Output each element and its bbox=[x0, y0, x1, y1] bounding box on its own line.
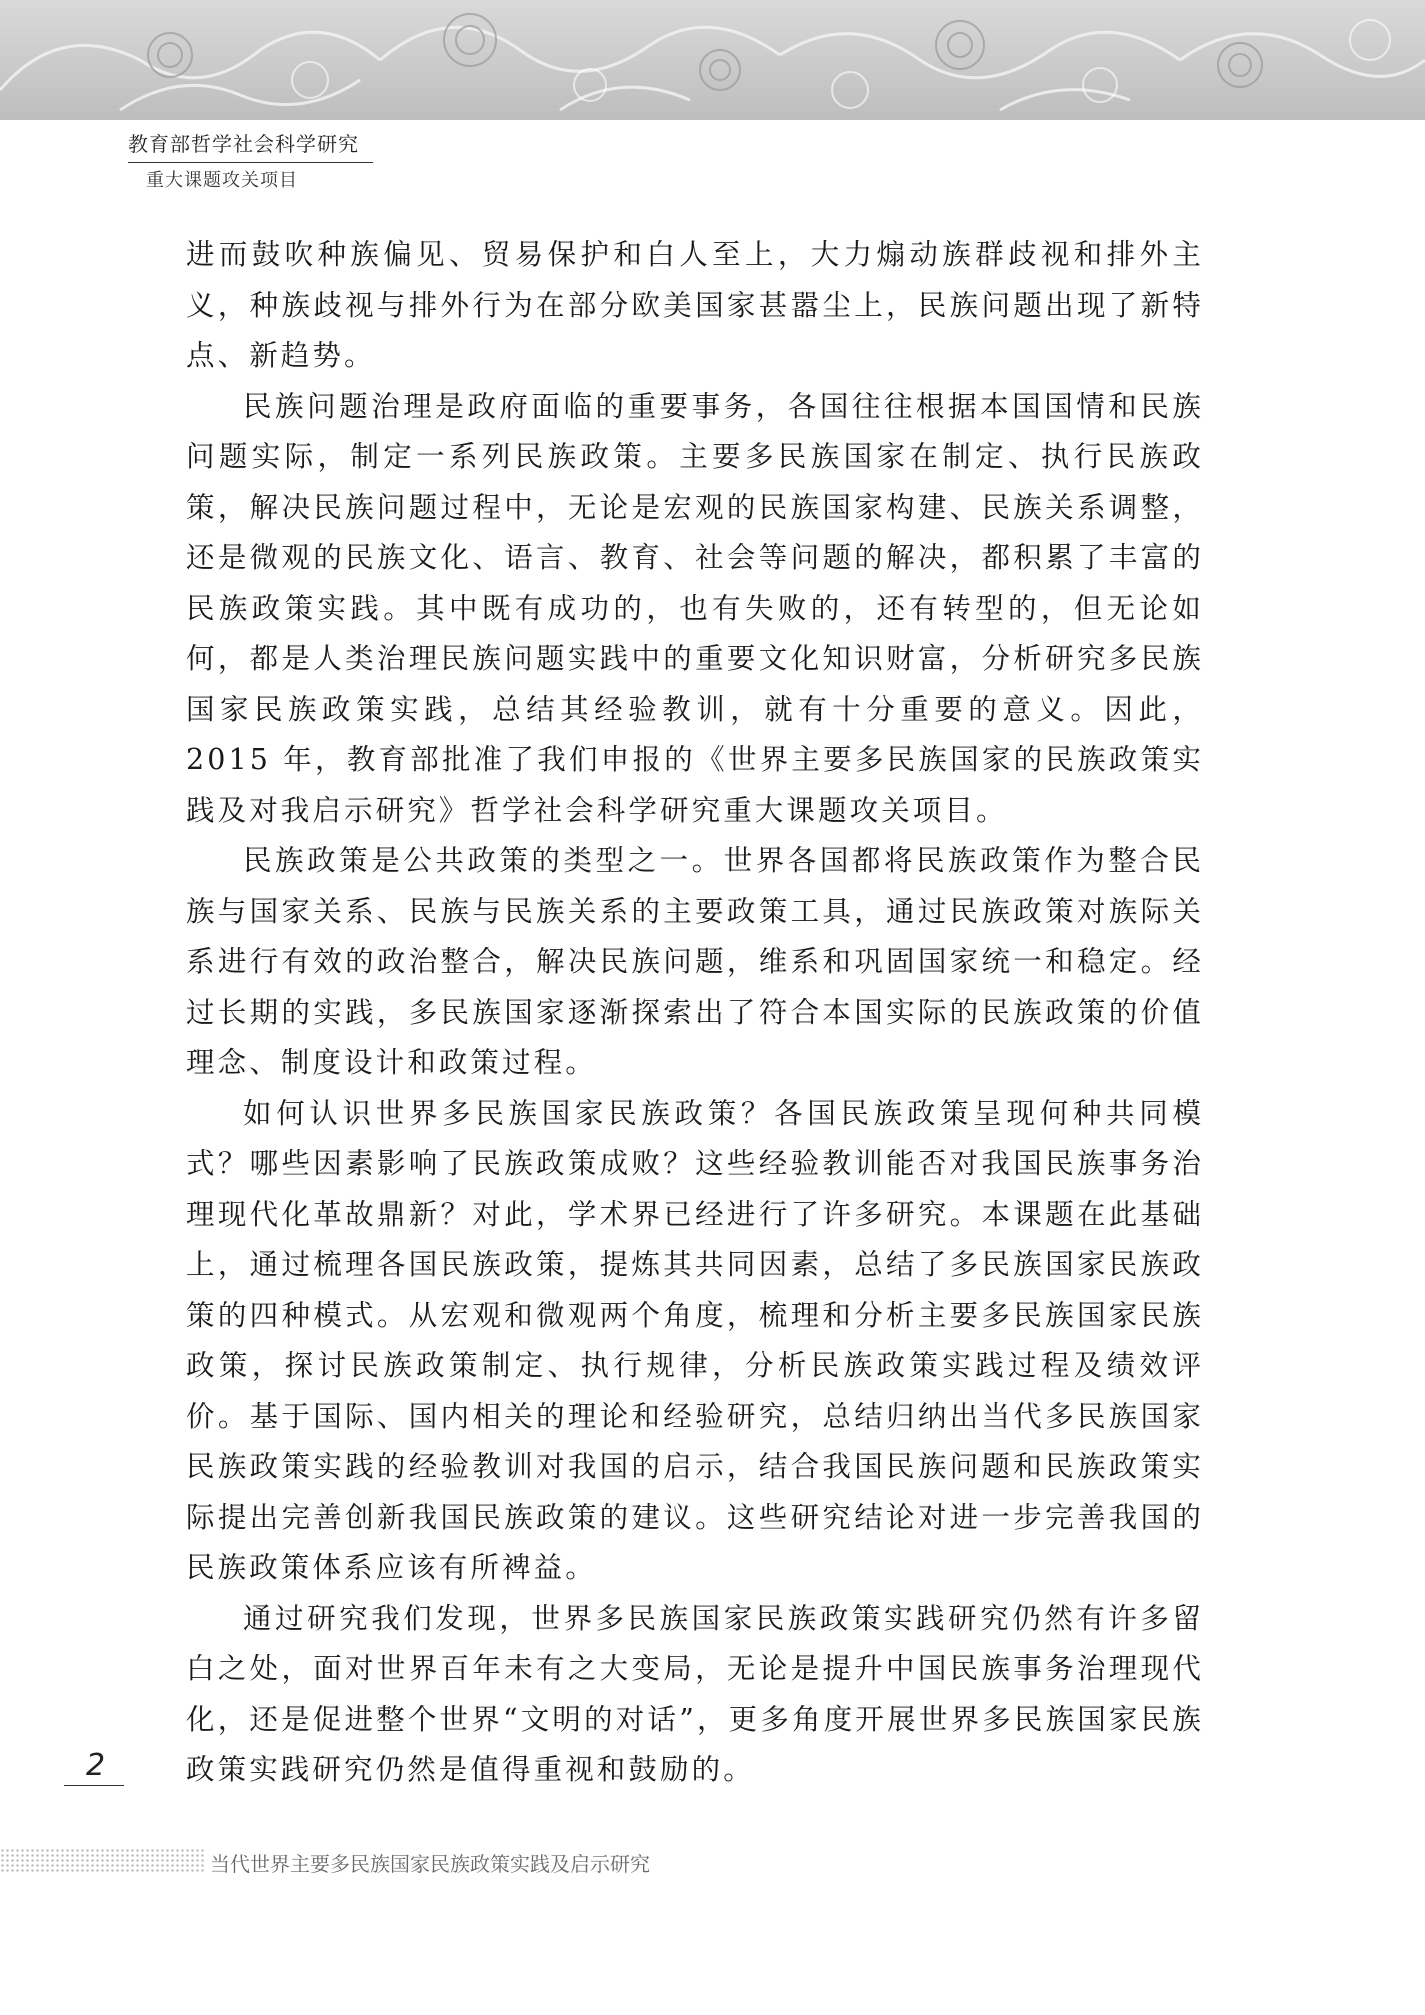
footer-dot-pattern bbox=[0, 1848, 205, 1874]
running-head bbox=[128, 128, 373, 192]
page-number: 2 bbox=[64, 1748, 124, 1786]
paragraph-4: 如何认识世界多民族国家民族政策？各国民族政策呈现何种共同模式？哪些因素影响了民族政策成败？这些经验教训能否对我国民族事务治理现代化革故鼎新？对此，学术界已经进行了许多研究。本课题在此基础上，通过梳理各国民族政策，提炼其共同因素，总结了多民族国家民族政策的四种模式。从宏观和微观两个角度，梳理和分析主要多民族国家民族政策，探讨民族政策制定、执行规律，分析民族政策实践过程及绩效评价。基于国际、国内相关的理论和经验研究，总结归纳出当代多民族国家民族政策实践的经验教训对我国的启示，结合我国民族问题和民族政策实际提出完善创新我国民族政策的建议。这些研究结论对进一步完善我国的民族政策体系应该有所裨益。 bbox=[186, 1096, 1204, 1584]
series-title: 教育部哲学社会科学研究 bbox=[128, 128, 373, 163]
cloud-pattern-icon bbox=[0, 0, 1425, 120]
series-subtitle: 重大课题攻关项目 bbox=[146, 170, 298, 191]
paragraph-5: 通过研究我们发现，世界多民族国家民族政策实践研究仍然有许多留白之处，面对世界百年未有之大变局，无论是提升中国民族事务治理现代化，还是促进整个世界“文明的对话”，更多角度开展世界多民族国家民族政策实践研究仍然是值得重视和鼓励的。 bbox=[186, 1601, 1204, 1786]
main-text bbox=[186, 230, 1204, 1796]
paragraph-1: 进而鼓吹种族偏见、贸易保护和白人至上，大力煽动族群歧视和排外主义，种族歧视与排外行为在部分欧美国家甚嚣尘上，民族问题出现了新特点、新趋势。 bbox=[186, 238, 1204, 372]
book-title-footer: 当代世界主要多民族国家民族政策实践及启示研究 bbox=[210, 1852, 650, 1876]
paragraph-2: 民族问题治理是政府面临的重要事务，各国往往根据本国国情和民族问题实际，制定一系列民族政策。主要多民族国家在制定、执行民族政策，解决民族问题过程中，无论是宏观的民族国家构建、民族关系调整，还是微观的民族文化、语言、教育、社会等问题的解决，都积累了丰富的民族政策实践。其中既有成功的，也有失败的，还有转型的，但无论如何，都是人类治理民族问题实践中的重要文化知识财富，分析研究多民族国家民族政策实践，总结其经验教训，就有十分重要的意义。因此，2015 年，教育部批准了我们申报的《世界主要多民族国家的民族政策实践及对我启示研究》哲学社会科学研究重大课题攻关项目。 bbox=[186, 389, 1204, 827]
paragraph-3: 民族政策是公共政策的类型之一。世界各国都将民族政策作为整合民族与国家关系、民族与民族关系的主要政策工具，通过民族政策对族际关系进行有效的政治整合，解决民族问题，维系和巩固国家统一和稳定。经过长期的实践，多民族国家逐渐探索出了符合本国实际的民族政策的价值理念、制度设计和政策过程。 bbox=[186, 844, 1204, 1079]
decorative-cloud-banner bbox=[0, 0, 1425, 120]
